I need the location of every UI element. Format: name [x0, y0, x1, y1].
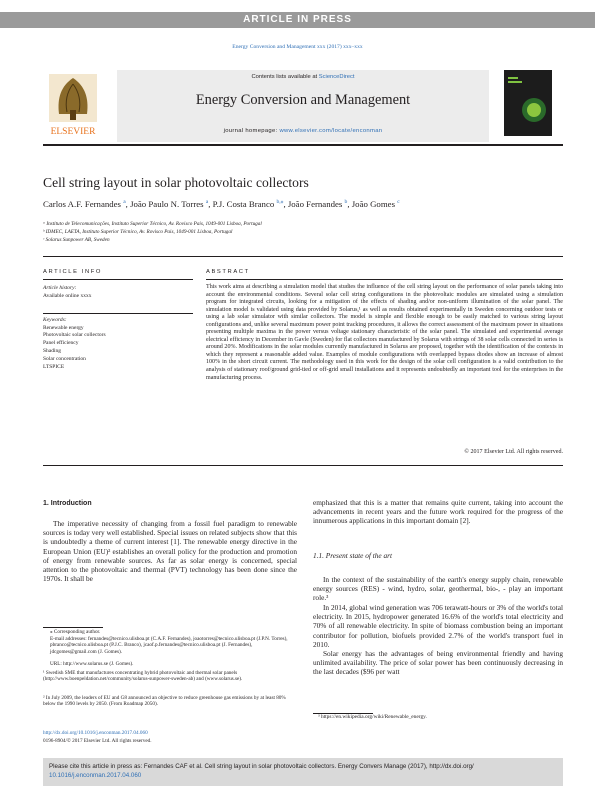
- header-rule: [43, 144, 563, 146]
- corresponding-author-note: ⁎ Corresponding author.: [50, 629, 101, 635]
- affiliations-rule: [43, 256, 563, 257]
- footnote: ² In July 2009, the leaders of EU and G8 announced an objective to reduce greenhouse gas emissions by at least 80% below the 1990 levels by 2050. (From Roadmap 2050).: [43, 695, 286, 708]
- section-heading-introduction: 1. Introduction: [43, 500, 92, 507]
- citation-box: [43, 758, 563, 786]
- author-affil-marker[interactable]: b: [344, 199, 348, 206]
- elsevier-wordmark: ELSEVIER: [50, 127, 96, 137]
- citation-text[interactable]: Please cite this article in press as: Fernandes CAF et al. Cell string layout in solar photovoltaic collectors. Energy Convers Manage (2017), http://dx.doi.org/: [49, 763, 474, 770]
- author-affil-marker[interactable]: a: [123, 199, 126, 206]
- citation-doi-link[interactable]: 10.1016/j.enconman.2017.04.060: [49, 772, 142, 779]
- affiliation: ᶜ Solarus Sunpower AB, Sweden: [43, 237, 110, 243]
- author-url[interactable]: URL: http://www.solarus.se (J. Gomes).: [50, 661, 134, 667]
- elsevier-logo: [43, 70, 103, 142]
- history-label: Article history:: [43, 285, 77, 291]
- article-in-press-banner: ARTICLE IN PRESS: [0, 12, 595, 28]
- history-rule: [43, 313, 193, 314]
- journal-homepage: journal homepage: www.elsevier.com/locate/enconman: [223, 128, 383, 134]
- author-affil-marker[interactable]: a: [205, 199, 209, 206]
- journal-masthead: [117, 70, 489, 142]
- abstract-rule: [206, 279, 563, 280]
- footnote-wikipedia-link[interactable]: ³ https://en.wikipedia.org/wiki/Renewable_energy.: [318, 714, 427, 720]
- state-of-art-paragraph: In 2014, global wind generation was 706 terawatt-hours or 3% of the world's total electricity. In 2015, hydropower generated 16.6% of the world's total electricity and 70% of all renewable electricity. In spite of biomass combustion being an important contributor for pollution, biofuels provided 2.7% of the world's transport fuel in 2010.: [313, 603, 563, 649]
- journal-cover-image: [504, 70, 552, 136]
- article-info-rule: [43, 279, 193, 280]
- author-name[interactable]: João Gomes: [351, 199, 395, 209]
- footnote-rule: [43, 627, 103, 628]
- doi-link[interactable]: http://dx.doi.org/10.1016/j.enconman.2017.04.060: [43, 730, 148, 736]
- author-name[interactable]: Carlos A.F. Fernandes: [43, 199, 121, 209]
- contents-line: Contents lists available at ScienceDirect: [251, 74, 355, 80]
- state-of-art-paragraph: In the context of the sustainability of the earth's energy supply chain, renewable energy sources (RES) - wind, hydro, solar, geothermal, bio-, - play an important role.³: [313, 575, 563, 603]
- state-of-art-paragraph: Solar energy has the advantages of being environmental friendly and having unlimited availability. The price of solar power has been continuously decreasing in the last decades ($96 per watt: [313, 649, 563, 677]
- journal-header: [43, 70, 552, 142]
- sciencedirect-link[interactable]: ScienceDirect: [318, 74, 355, 80]
- abstract-heading: ABSTRACT: [206, 269, 250, 275]
- article-info-heading: ARTICLE INFO: [43, 269, 103, 275]
- author-list: Carlos A.F. Fernandes $^a$, João Paulo N. Torres $^a$, P.J. Costa Branco $^{b,⁎}$, João Fernandes $^b$, João Gomes $^c$: [43, 199, 400, 209]
- journal-title: Energy Conversion and Management: [195, 92, 411, 108]
- keyword[interactable]: Renewable energy: [43, 325, 84, 331]
- keyword[interactable]: Solar concentration: [43, 356, 86, 362]
- affiliation: ᵇ IDMEC, LAETA, Instituto Superior Técnico, Av. Rovisco Pais, 1049-001 Lisboa, Portugal: [43, 229, 233, 235]
- keyword[interactable]: LTSPICE: [43, 364, 65, 370]
- journal-reference-link[interactable]: Energy Conversion and Management xxx (2017) xxx–xxx: [232, 44, 363, 50]
- intro-paragraph: The imperative necessity of changing from a fossil fuel paradigm to renewable sources is today very well established. Special issues on related subjects show that this is undoubtedly a theme of current interest [1]. The renewable energy directive in the European Union (EU)² establishes an overall policy for the production and promotion of energy from renewable sources. As far as solar energy is concerned, special attention to the photovoltaic and thermal (PVT) technology has been done since the 1970s. It shall be: [43, 519, 297, 584]
- keyword[interactable]: Panel efficiency: [43, 340, 79, 346]
- keywords-label: Keywords:: [43, 317, 67, 323]
- history-value: Available online xxxx: [43, 293, 92, 299]
- keyword[interactable]: Photovoltaic solar collectors: [43, 332, 106, 338]
- affiliation: ᵃ Instituto de Telecomunicações, Instituto Superior Técnico, Av. Rovisco Pais, 1049-001 Lisboa, Portugal: [43, 221, 262, 227]
- homepage-link[interactable]: www.elsevier.com/locate/enconman: [279, 128, 383, 134]
- abstract-end-rule: [43, 465, 563, 466]
- keyword[interactable]: Shading: [43, 348, 62, 354]
- author-name[interactable]: João Paulo N. Torres: [130, 199, 204, 209]
- author-affil-marker[interactable]: c: [397, 199, 400, 206]
- author-name[interactable]: P.J. Costa Branco: [212, 199, 275, 209]
- copyright-notice: © 2017 Elsevier Ltd. All rights reserved.: [464, 449, 563, 455]
- author-name[interactable]: João Fernandes: [287, 199, 343, 209]
- email-addresses[interactable]: E-mail addresses: fernandes@tecnico.ulisboa.pt (C.A.F. Fernandes), joaotorres@tecnico.ulisboa.pt (J.P.N. Torres), pbranco@tecnico.ulisboa.pt (P.J.C. Branco), jcaof.p.fernandes@tecnico.ulisboa.pt (J. Fernandes), jdcgomes@gmail.com (J. Gomes).: [50, 636, 288, 655]
- subsection-heading: 1.1. Present state of the art: [313, 551, 392, 560]
- abstract-body: This work aims at describing a simulation model that studies the influence of the cell string layout on the performance of solar panels taking into account the environmental conditions. Several solar cell string configurations in the photovoltaic modules are simulated using a simulation program for integrated circuits, looking for a mitigation of the effects of shading and/or non-uniform illumination of the solar panel. The simulation model is validated using data provided by Solarus,¹ as well as results obtained experimentally in Sweden concerning outdoor tests or using a lab solar simulator with similar collectors. The model is simple and flexible enough to be easily matched to various string layout configurations and, unlike several maximum power point tracking procedures, it allows the correct assessment of the maximum power in situations presenting multiple maxima in the power versus voltage stationary characteristic of the solar panel. The simulated and experimental average electrical efficiency in December in Gavle (Sweden) for flat collectors manufactured by Solarus with strings of 38 solar cells connected in series is around 20%. Modifications in the solar modules currently manufactured in Solarus are proposed, together with the identification of the contexts in which they represent a reasonable added value. Examples of module configurations with overlapped bypass diodes show an increase of almost 100% in the short circuit current. The methodology used in this work for the design of the solar cell configuration is a valid contribution to the analysis of stationary roof/ground grid-tied or off-grid small installations and it represents undoubtedly an important tool for the enterprises in the manufacturing process.: [206, 284, 563, 381]
- footnote: ¹ Swedish SME that manufactures concentrating hybrid photovoltaic and thermal solar panels (http://www.boenpeldation.net/community/solarus-sunpower-sweden-ab) and (www.solarus.se).: [43, 670, 243, 683]
- paper-title: Cell string layout in solar photovoltaic collectors: [43, 175, 309, 190]
- intro-continued-paragraph: emphasized that this is a matter that remains quite current, taking into account the advancements in recent years and the future work required for the progress of the innumerous applications in this important domain [2].: [313, 498, 563, 526]
- issn-copyright: 0196-8904/© 2017 Elsevier Ltd. All rights reserved.: [43, 738, 152, 744]
- author-affil-marker[interactable]: b,⁎: [276, 199, 284, 206]
